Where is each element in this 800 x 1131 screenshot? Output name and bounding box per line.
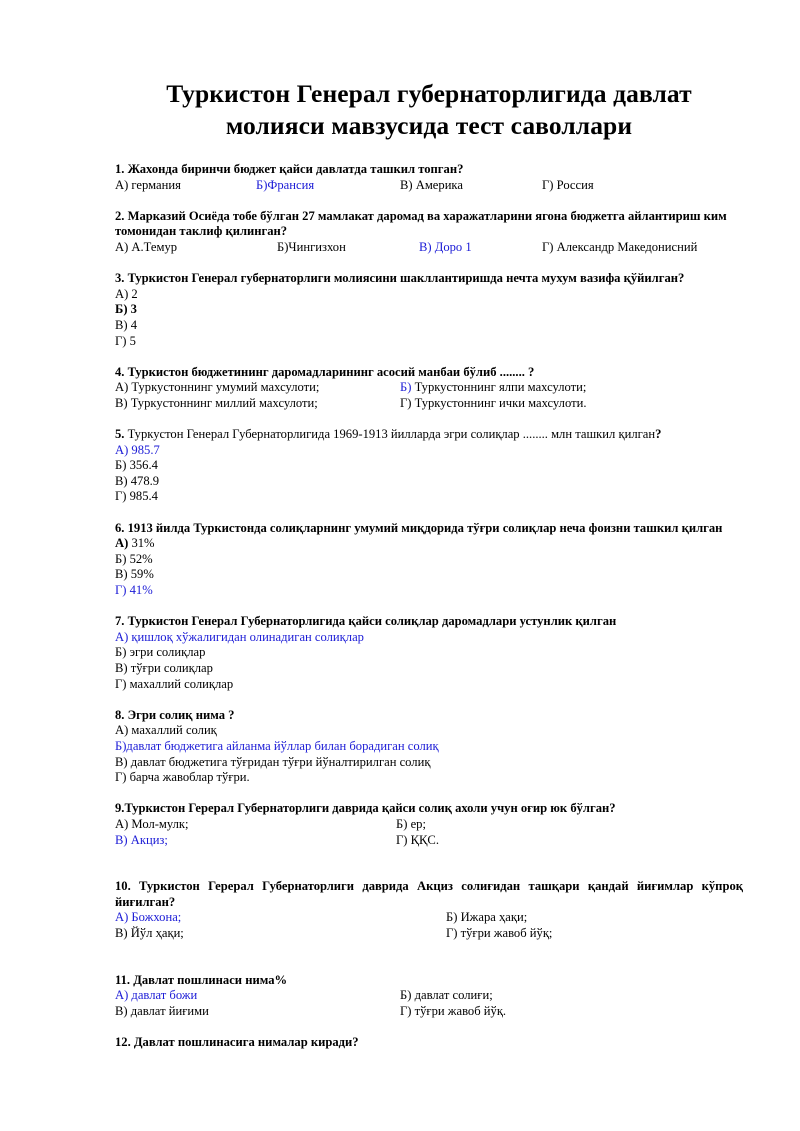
question-9-answers-row1 — [115, 817, 743, 833]
question-2 — [115, 209, 743, 256]
question-4-answers-row2 — [115, 396, 743, 412]
answer-c: В) Америка — [400, 177, 463, 192]
document-page — [115, 78, 743, 1050]
answer-a: А) германия — [115, 177, 181, 192]
question-9-answers-row2 — [115, 833, 743, 849]
answer-c: В) 478.9 — [115, 473, 160, 488]
answer-b: Б) эгри солиқлар — [115, 645, 206, 660]
answer-a-text: 31% — [128, 536, 155, 551]
question-1-answers — [115, 178, 743, 194]
answer-b: Б)Чингизхон — [277, 239, 346, 254]
question-5-text — [115, 427, 743, 443]
answer-b: Б) 52% — [115, 551, 153, 566]
answer-d: Г) 5 — [115, 333, 136, 348]
question-2-answers — [115, 240, 743, 256]
answer-b: Б) 3 — [115, 302, 137, 317]
answer-a: А) қишлоқ хўжалигидан олинадиган солиқлар — [115, 629, 364, 644]
question-5-number: 5. — [115, 427, 125, 442]
question-12 — [115, 1035, 743, 1051]
answer-a: А) давлат божи — [115, 988, 198, 1003]
answer-a: А) Божхона; — [115, 910, 182, 925]
answer-c: В) Йўл ҳақи; — [115, 925, 184, 940]
answer-d: Г) Александр Македонисний — [542, 239, 698, 254]
question-4-answers-row1 — [115, 380, 743, 396]
answer-d: Г) Туркустоннинг ички махсулоти. — [400, 395, 587, 410]
answer-b: Б) ер; — [396, 816, 426, 831]
answer-c: В) 59% — [115, 567, 154, 582]
question-6 — [115, 521, 743, 599]
question-10 — [115, 879, 743, 941]
answer-d: Г) 985.4 — [115, 489, 158, 504]
answer-c: В) Акциз; — [115, 832, 168, 847]
question-5-qmark: ? — [655, 427, 662, 442]
question-1 — [115, 162, 743, 193]
answer-a: А) 985.7 — [115, 442, 160, 457]
question-9 — [115, 801, 743, 848]
answer-c: В) 4 — [115, 317, 138, 332]
question-8-text: 8. Эгри солиқ нима ? — [115, 707, 235, 722]
question-11-answers-row1 — [115, 988, 743, 1004]
answer-d: Г) махаллий солиқлар — [115, 676, 234, 691]
answer-d: Г) 41% — [115, 583, 153, 598]
answer-c: В) Туркустоннинг миллий махсулоти; — [115, 395, 318, 410]
question-5 — [115, 427, 743, 505]
answer-b-letter: Б) — [400, 380, 412, 395]
answer-c: В) давлат бюджетига тўғридан тўғри йўналтирилган солиқ — [115, 754, 431, 769]
answer-b-text: Туркустоннинг ялпи махсулоти; — [411, 380, 587, 395]
answer-d: Г) барча жавоблар тўғри. — [115, 770, 250, 785]
answer-c: В) тўғри солиқлар — [115, 661, 213, 675]
question-11 — [115, 973, 743, 1020]
answer-a: А) А.Темур — [115, 239, 178, 254]
question-10-text: 10. Туркистон Герерал Губернаторлиги даврида Акциз солиғидан ташқари қандай йиғимлар кўпроқ йиғилган? — [115, 879, 743, 909]
question-7-text: 7. Туркистон Генерал Губернаторлигида қайси солиқлар даромадлари устунлик қилган — [115, 614, 617, 629]
answer-b: Б) давлат солиғи; — [400, 988, 493, 1003]
answer-d: Г) Россия — [542, 177, 594, 192]
question-3-text: 3. Туркистон Генерал губернаторлиги молиясини шакллантиришда нечта мухум вазифа қўйилган? — [115, 271, 685, 286]
answer-b: Б)давлат бюджетига айланма йўллар билан борадиган солиқ — [115, 738, 439, 753]
answer-d: Г) тўғри жавоб йўқ; — [446, 925, 553, 940]
question-6-text: 6. 1913 йилда Туркистонда солиқларнинг умумий миқдорида тўғри солиқлар неча фоизни ташкил қилган — [115, 520, 723, 535]
question-2-text: 2. Марказий Осиёда тобе бўлган 27 мамлакат даромад ва харажатларини ягона бюджетга айлантириш ким томонидан таклиф қилинган? — [115, 208, 727, 239]
title-line-2: молияси мавзусида тест саволлари — [225, 111, 633, 140]
question-9-text: 9.Туркистон Герерал Губернаторлиги даврида қайси солиқ ахоли учун оғир юк бўлган? — [115, 801, 616, 816]
question-10-answers-row1 — [115, 910, 743, 926]
answer-a: А) махаллий солиқ — [115, 723, 217, 738]
answer-b: Б)Франсия — [256, 177, 315, 192]
answer-a — [115, 536, 743, 552]
question-11-answers-row2 — [115, 1004, 743, 1020]
answer-c: В) давлат йиғими — [115, 1003, 209, 1018]
answer-a: А) Мол-мулк; — [115, 816, 189, 831]
answer-b: Б) 356.4 — [115, 458, 158, 473]
answer-c: В) Доро 1 — [419, 239, 472, 254]
question-10-answers-row2 — [115, 926, 743, 942]
question-7 — [115, 614, 743, 692]
question-4 — [115, 365, 743, 412]
title-line-1: Туркистон Генерал губернаторлигида давлат — [166, 79, 692, 108]
question-5-body: Туркустон Генерал Губернаторлигида 1969-1913 йилларда эгри солиқлар ........ млн ташкил қилган — [124, 427, 656, 442]
question-8 — [115, 708, 743, 786]
answer-d: Г) ҚҚС. — [396, 832, 439, 847]
answer-d: Г) тўғри жавоб йўқ. — [400, 1003, 507, 1018]
answer-a-letter: А) — [115, 536, 129, 551]
question-3 — [115, 271, 743, 349]
question-12-text: 12. Давлат пошлинасига нималар киради? — [115, 1034, 359, 1049]
question-1-text: 1. Жахонда биринчи бюджет қайси давлатда ташкил топган? — [115, 162, 464, 176]
answer-a: А) 2 — [115, 286, 138, 301]
answer-b: Б) Ижара ҳақи; — [446, 910, 528, 925]
answer-a: А) Туркустоннинг умумий махсулоти; — [115, 380, 320, 395]
answer-b — [400, 380, 586, 396]
question-4-text: 4. Туркистон бюджетининг даромадларининг асосий манбаи бўлиб ........ ? — [115, 364, 535, 379]
question-11-text: 11. Давлат пошлинаси нима% — [115, 972, 288, 987]
document-title — [115, 78, 743, 142]
